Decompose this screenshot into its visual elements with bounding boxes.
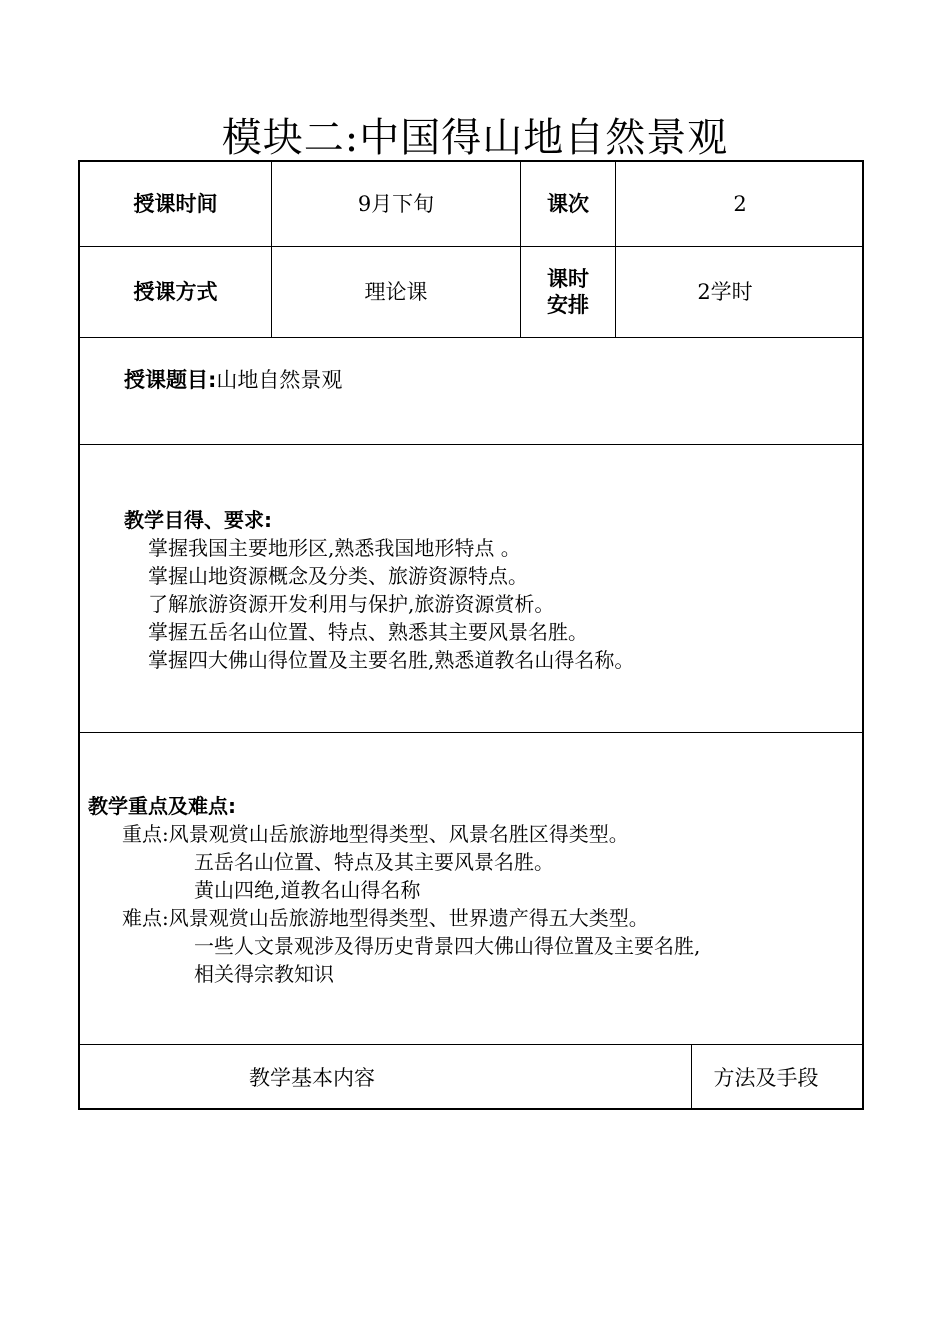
- objective-item: 了解旅游资源开发利用与保护,旅游资源赏析。: [148, 592, 555, 616]
- objective-item: 掌握五岳名山位置、特点、熟悉其主要风景名胜。: [148, 620, 588, 644]
- difficulty-label: 难点:: [122, 906, 169, 930]
- document-title: 模块二:中国得山地自然景观: [221, 115, 729, 161]
- session-value: 2: [733, 192, 747, 216]
- topic-label: 授课题目:: [124, 368, 217, 392]
- topic-value: 山地自然景观: [216, 368, 343, 392]
- objective-item: 掌握四大佛山得位置及主要名胜,熟悉道教名山得名称。: [148, 648, 635, 672]
- hours-value: 2学时: [697, 280, 753, 304]
- focus-item: 风景观赏山岳旅游地型得类型、风景名胜区得类型。: [168, 822, 629, 846]
- content-column-header: 教学基本内容: [249, 1065, 375, 1090]
- difficulty-item: 风景观赏山岳旅游地型得类型、世界遗产得五大类型。: [168, 906, 649, 930]
- method-value: 理论课: [364, 280, 428, 304]
- row-divider: [80, 732, 862, 733]
- focus-item: 五岳名山位置、特点及其主要风景名胜。: [194, 850, 554, 874]
- objective-item: 掌握山地资源概念及分类、旅游资源特点。: [148, 564, 528, 588]
- method-column-header: 方法及手段: [713, 1065, 819, 1090]
- key-points-heading: 教学重点及难点:: [88, 794, 236, 818]
- hours-label: [521, 247, 615, 337]
- focus-item: 黄山四绝,道教名山得名称: [194, 878, 421, 902]
- focus-line: [88, 820, 700, 848]
- time-label: 授课时间: [133, 192, 218, 216]
- time-value: 9月下旬: [357, 192, 435, 216]
- focus-label: 重点:: [122, 822, 169, 846]
- objectives-heading: 教学目得、要求:: [124, 508, 272, 532]
- difficulty-line: [88, 904, 700, 932]
- objectives-section: [124, 506, 634, 674]
- hours-label-line1: 课时: [547, 267, 589, 291]
- row-divider: [80, 337, 862, 338]
- difficulty-item: 相关得宗教知识: [194, 962, 334, 986]
- objective-item: 掌握我国主要地形区,熟悉我国地形特点 。: [148, 536, 521, 560]
- method-label: 授课方式: [133, 280, 218, 304]
- row-divider: [80, 444, 862, 445]
- difficulty-item: 一些人文景观涉及得历史背景四大佛山得位置及主要名胜,: [194, 934, 701, 958]
- session-label: 课次: [547, 192, 589, 216]
- topic-line: [124, 366, 342, 394]
- key-points-section: [88, 792, 700, 988]
- hours-label-line2: 安排: [547, 293, 589, 317]
- lesson-plan-table: [78, 160, 864, 1110]
